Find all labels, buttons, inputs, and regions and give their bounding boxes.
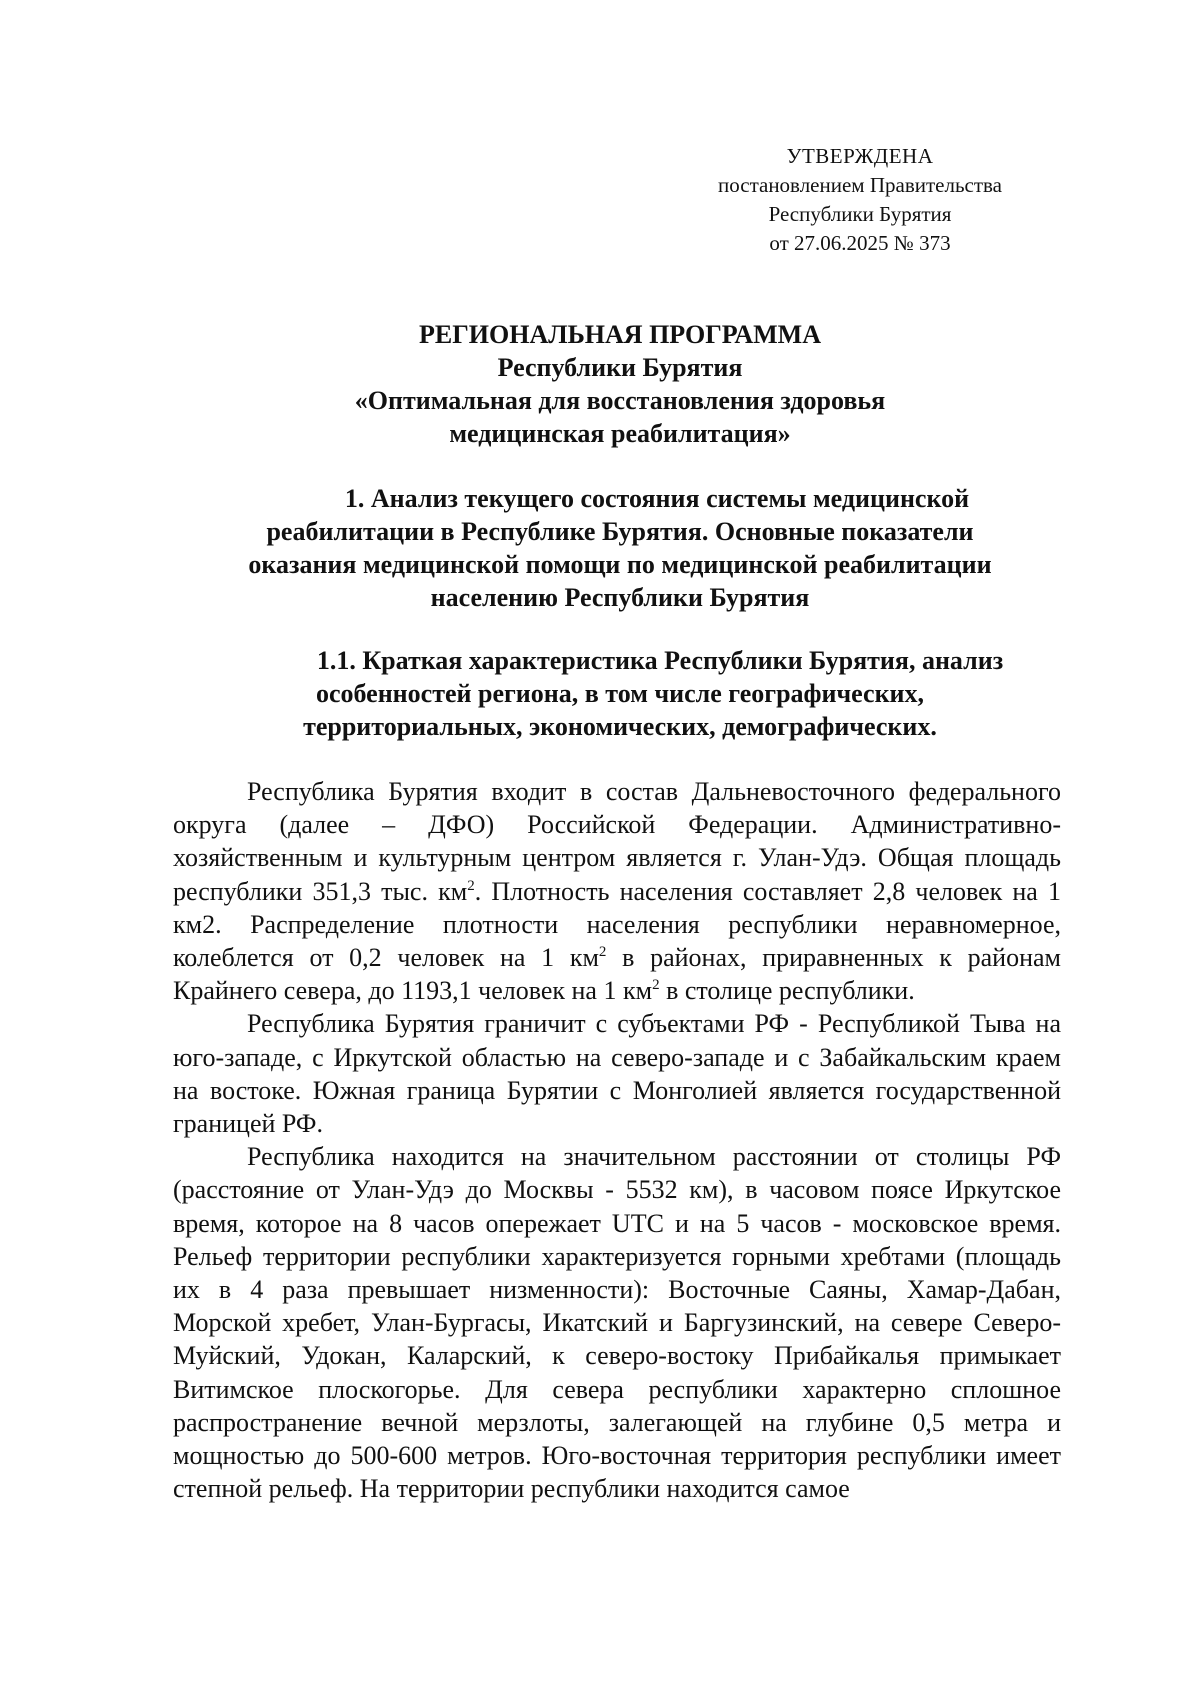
title-line-2: Республики Бурятия <box>497 353 743 382</box>
section-1-1-heading <box>170 644 1070 743</box>
section-1-1-line-1: 1.1. Краткая характеристика Республики Бурятия, анализ <box>316 646 1004 675</box>
paragraph-3: Республика находится на значительном расстоянии от столицы РФ (расстояние от Улан-Удэ до Москвы - 5532 км), в часовом поясе Иркутское время, которое на 8 часов опережает UTC и на 5 часов - московское время. Рельеф территории республики характеризуется горными хребтами (площадь их в 4 раза превышает низменности): Восточные Саяны, Хамар-Дабан, Морской хребет, Улан-Бургасы, Икатский и Баргузинский, на севере Северо-Муйский, Удокан, Каларский, к северо-востоку Прибайкалья примыкает Витимское плоскогорье. Для севера республики характерно сплошное распространение вечной мерзлоты, залегающей на глубине 0,5 метра и мощностью до 500-600 метров. Юго-восточная территория республики имеет степной рельеф. На территории республики находится самое <box>173 1142 1061 1504</box>
title-line-4: медицинская реабилитация» <box>449 419 791 448</box>
approval-line-3: от 27.06.2025 № 373 <box>769 231 951 255</box>
title-line-3: «Оптимальная для восстановления здоровья <box>354 386 886 415</box>
approval-stamp: УТВЕРЖДЕНА <box>786 144 934 168</box>
title-line-1: РЕГИОНАЛЬНАЯ ПРОГРАММА <box>419 320 821 349</box>
paragraph-1-part-3: в районах, приравненных к районам Крайнего севера, до 1193,1 человек на 1 км <box>173 943 1062 1006</box>
paragraph-1-part-2: . Плотность населения составляет 2,8 человек на 1 км2. Распределение плотности населения республики неравномерное, колеблется от 0,2 человек на 1 км <box>173 876 1061 973</box>
section-1-line-2: реабилитации в Республике Бурятия. Основные показатели <box>266 517 974 546</box>
body-text <box>173 775 1061 1505</box>
program-title <box>170 318 1070 450</box>
approval-line-1: постановлением Правительства <box>717 173 1002 197</box>
section-1-line-4: населению Республики Бурятия <box>430 583 810 612</box>
paragraph-1-part-4: в столице республики. <box>659 976 915 1006</box>
paragraph-1-part-1: Республика Бурятия входит в состав Дальневосточного федерального округа (далее – ДФО) Российской Федерации. Административно-хозяйственным и культурным центром является г. Улан-Удэ. Общая площадь республики 351,3 тыс. км <box>173 777 1061 906</box>
section-1-line-1: 1. Анализ текущего состояния системы медицинской <box>344 484 970 513</box>
superscript-2: 2 <box>652 977 660 994</box>
superscript-2: 2 <box>467 877 475 894</box>
paragraph-1 <box>173 775 1061 1007</box>
superscript-2: 2 <box>598 944 607 961</box>
approval-block <box>670 142 1050 258</box>
approval-line-2: Республики Бурятия <box>768 202 952 226</box>
section-1-1-line-2: особенностей региона, в том числе географических, <box>315 679 925 708</box>
section-1-line-3: оказания медицинской помощи по медицинской реабилитации <box>248 550 992 579</box>
section-1-heading <box>170 482 1070 614</box>
paragraph-2: Республика Бурятия граничит с субъектами РФ - Республикой Тыва на юго-западе, с Иркутской областью на северо-западе и с Забайкальским краем на востоке. Южная граница Бурятии с Монголией является государственной границей РФ. <box>173 1009 1061 1139</box>
section-1-1-line-3: территориальных, экономических, демографических. <box>303 712 937 741</box>
